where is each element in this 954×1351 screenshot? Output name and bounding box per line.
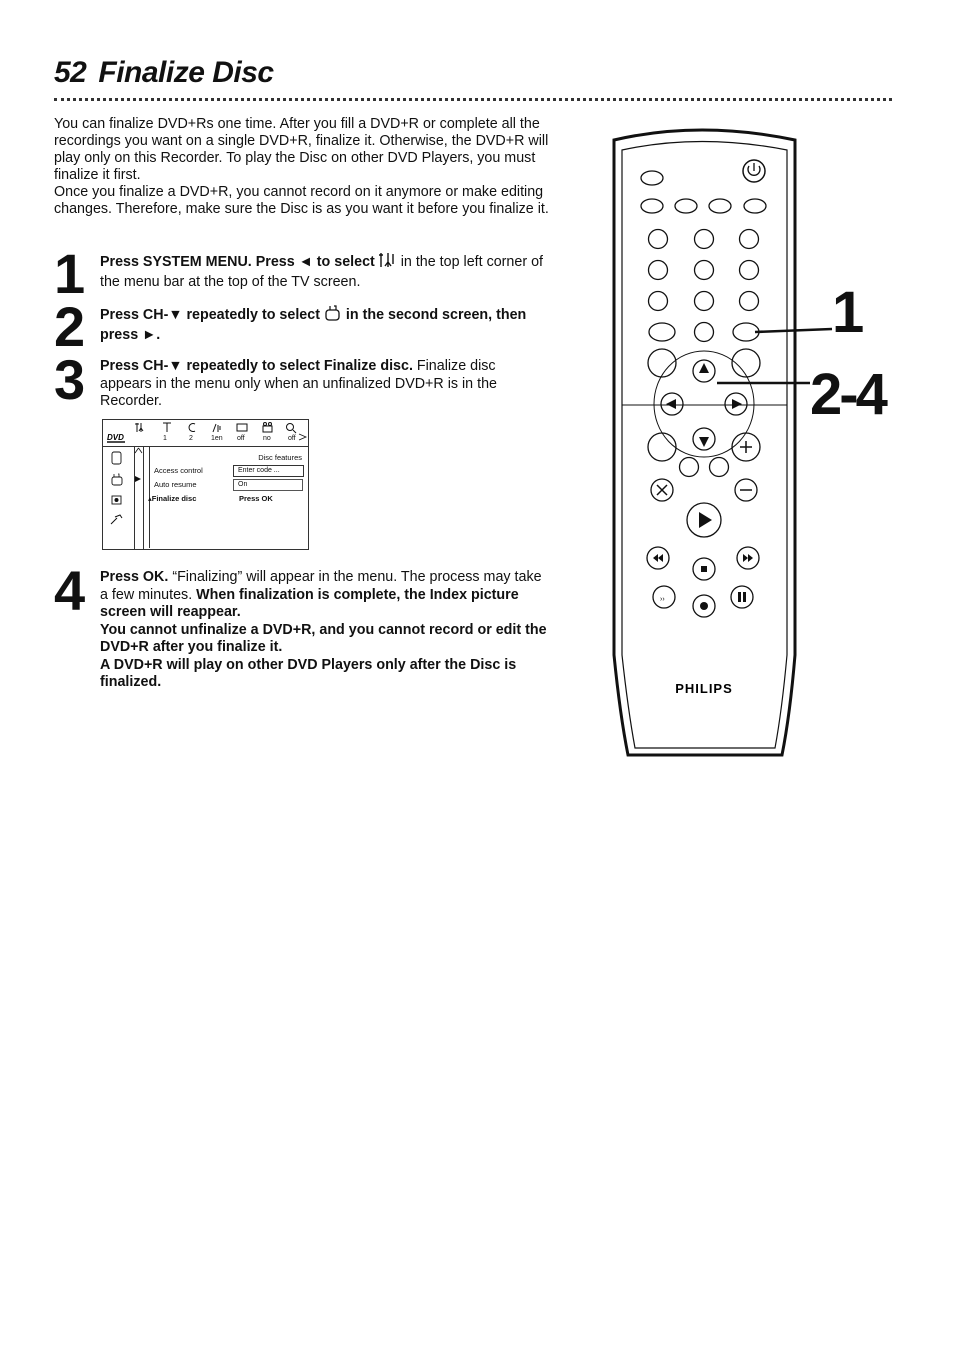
step-2-bold-a: Press CH-▼ repeatedly to select (100, 307, 320, 323)
intro-text (54, 116, 554, 218)
setup-icon (379, 252, 397, 274)
menu-bar (103, 420, 308, 447)
step-1-bold: Press SYSTEM MENU. Press ◄ to select (100, 254, 375, 270)
bar-value: 1en (211, 435, 223, 442)
step-4-bold-a: Press OK. (100, 569, 169, 585)
menu-panel (144, 447, 308, 549)
dotted-divider (54, 98, 892, 101)
brand-logo: PHILIPS (675, 681, 733, 696)
step-4-bold-b: When finalization is complete, the Index picture screen will reappear. (100, 586, 519, 620)
step-4-mid: “Finalizing” will appear in the menu. The process may take a few minutes. (100, 569, 542, 603)
page-number: 52 (54, 56, 87, 89)
page-heading: Finalize Disc (98, 56, 274, 89)
callout-steps-2-4: 2-4 (810, 362, 885, 427)
step-4-bold-d: A DVD+R will play on other DVD Players only after the Disc is finalized. (100, 656, 517, 690)
row-label: Auto resume (154, 480, 197, 489)
callout-step-1: 1 (832, 280, 862, 345)
panel-title: Disc features (258, 453, 302, 462)
step-number: 1 (54, 242, 84, 305)
menu-screen (102, 419, 309, 550)
remote-illustration (600, 115, 890, 765)
page-title (54, 56, 274, 90)
bar-value: off (288, 435, 296, 442)
step-4-bold-c: You cannot unfinalize a DVD+R, and you cannot record or edit the DVD+R after you finalize it. (100, 621, 547, 655)
step-1-rest: in the top left corner of the menu bar at the top of the TV screen. (100, 254, 543, 290)
row-label: Access control (154, 466, 203, 475)
svg-text:››: ›› (660, 596, 665, 603)
step-number: 2 (54, 295, 84, 358)
bar-value: 2 (189, 435, 193, 442)
intro-paragraph-2: Once you finalize a DVD+R, you cannot record on it anymore or make editing changes. Therefore, make sure the Disc is as you want it before you finalize it. (54, 184, 549, 217)
row-label: ▴Finalize disc (148, 494, 197, 503)
step-3-rest: Finalize disc appears in the menu only when an unfinalized DVD+R is in the Recorder. (100, 358, 497, 409)
disc-features-icon (324, 305, 342, 327)
step-number: 3 (54, 348, 84, 411)
row-value: On (233, 479, 303, 491)
step-number: 4 (54, 559, 84, 622)
menu-sidebar (103, 447, 135, 549)
bar-value: no (263, 435, 271, 442)
intro-paragraph-1: You can finalize DVD+Rs one time. After you fill a DVD+R or complete all the recordings you want on a single DVD+R, finalize it. Otherwise, the DVD+R will play only on this Recorder. To play the Disc on other DVD Players, you must finalize it first. (54, 116, 549, 183)
bar-value: 1 (163, 435, 167, 442)
step-2-bold-b: in the second screen, then press ►. (100, 307, 527, 343)
row-value: Press OK (239, 494, 273, 503)
menu-scroll (134, 447, 144, 549)
row-value: Enter code ... (233, 465, 304, 477)
svg-text:DVD: DVD (107, 433, 124, 442)
step-3-bold: Press CH-▼ repeatedly to select Finalize disc. (100, 358, 413, 374)
bar-value: off (237, 435, 245, 442)
